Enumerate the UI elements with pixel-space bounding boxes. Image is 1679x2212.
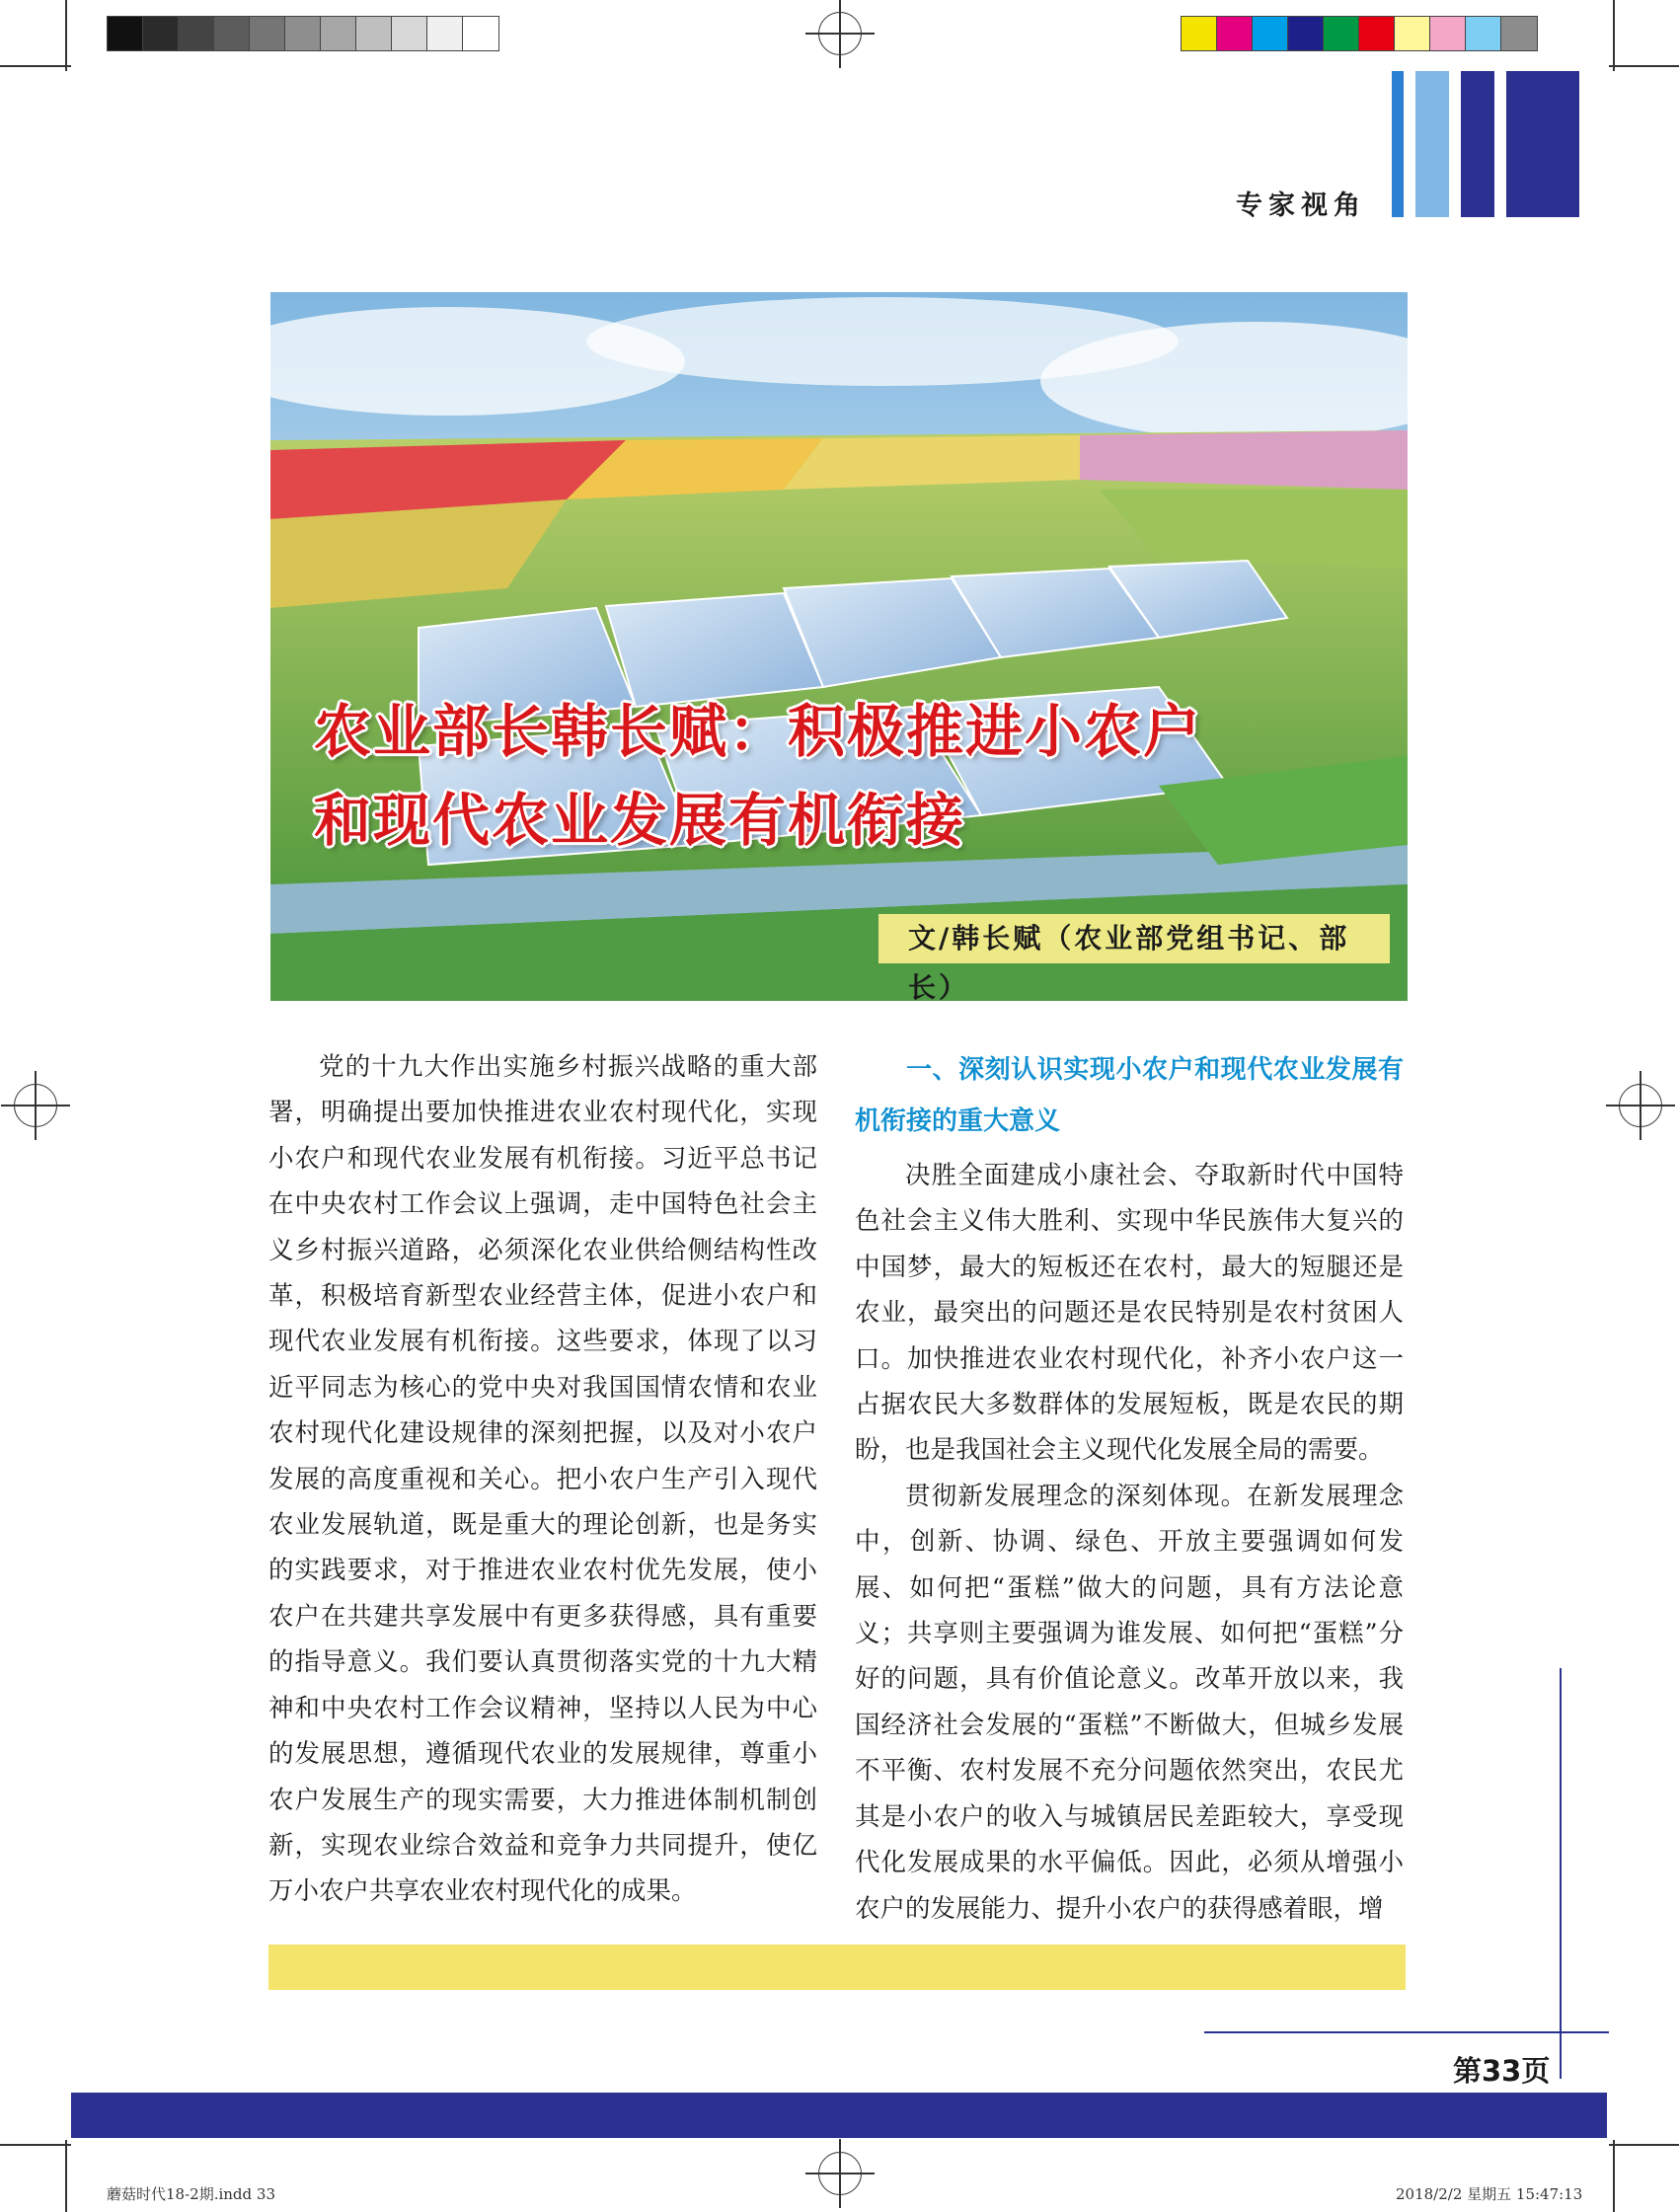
color-swatch <box>108 17 143 50</box>
section-label: 专家视角 <box>1236 191 1366 221</box>
body-paragraph: 贯彻新发展理念的深刻体现。在新发展理念中，创新、协调、绿色、开放主要强调如何发展、如何把“蛋糕”做大的问题，具有方法论意义；共享则主要强调为谁发展、如何把“蛋糕”分好的问题，具有价值论意义。改革开放以来，我国经济社会发展的“蛋糕”不断做大，但城乡发展不平衡、农村发展不充分问题依然突出，农民尤其是小农户的收入与城镇居民差距较大，享受现代化发展成果的水平偏低。因此，必须从增强小农户的发展能力、提升小农户的获得感着眼，增 <box>855 1481 1404 1924</box>
color-swatch <box>1359 17 1395 50</box>
color-swatch <box>1253 17 1288 50</box>
color-swatch <box>285 17 321 50</box>
color-swatch <box>427 17 463 50</box>
decorative-rule-vertical <box>1560 1668 1562 2079</box>
color-swatch <box>321 17 356 50</box>
color-swatch <box>1395 17 1430 50</box>
slug-timestamp: 2018/2/2 星期五 15:47:13 <box>1396 2185 1583 2203</box>
page-number: 第33页 <box>1453 2054 1551 2088</box>
crop-mark <box>0 65 71 67</box>
crop-mark <box>65 2140 67 2212</box>
color-swatch <box>356 17 392 50</box>
color-swatch <box>1288 17 1324 50</box>
hero-image <box>270 292 1408 1001</box>
registration-mark <box>14 1084 57 1127</box>
article-title-line-1: 农业部长韩长赋：积极推进小农户 <box>314 698 1203 765</box>
header-bar <box>1461 71 1494 217</box>
registration-mark <box>818 12 862 55</box>
footer-bar <box>71 2093 1607 2138</box>
header-bar <box>1506 71 1579 217</box>
crop-mark <box>1609 2144 1679 2146</box>
crop-mark <box>65 0 67 71</box>
color-swatch <box>463 17 498 50</box>
decorative-rule-horizontal <box>1204 2031 1609 2033</box>
color-swatch <box>1217 17 1253 50</box>
color-swatch <box>1466 17 1501 50</box>
registration-mark <box>818 2152 862 2195</box>
section-heading: 一、深刻认识实现小农户和现代农业发展有机衔接的重大意义 <box>855 1055 1404 1136</box>
crop-mark <box>1609 65 1679 67</box>
color-swatch <box>179 17 214 50</box>
color-swatch <box>214 17 250 50</box>
color-swatch-bar <box>1181 16 1538 51</box>
color-swatch <box>1324 17 1359 50</box>
color-swatch <box>1501 17 1537 50</box>
body-paragraph: 决胜全面建成小康社会、夺取新时代中国特色社会主义伟大胜利、实现中华民族伟大复兴的中国梦，最大的短板还在农村，最大的短腿还是农业，最突出的问题还是农民特别是农村贫困人口。加快推进农业农村现代化，补齐小农户这一占据农民大多数群体的发展短板，既是农民的期盼，也是我国社会主义现代化发展全局的需要。 <box>855 1161 1404 1466</box>
decorative-band <box>268 1945 1406 1990</box>
color-swatch <box>1430 17 1466 50</box>
author-byline: 文/韩长赋（农业部党组书记、部长） <box>878 914 1390 963</box>
slug-file-info: 蘑菇时代18-2期.indd 33 <box>107 2185 275 2203</box>
crop-mark <box>1613 2140 1615 2212</box>
color-swatch <box>143 17 179 50</box>
section-header-bars <box>1392 71 1591 217</box>
registration-mark <box>1619 1084 1662 1127</box>
body-paragraph: 党的十九大作出实施乡村振兴战略的重大部署，明确提出要加快推进农业农村现代化，实现小农户和现代农业发展有机衔接。习近平总书记在中央农村工作会议上强调，走中国特色社会主义乡村振兴道路，必须深化农业供给侧结构性改革，积极培育新型农业经营主体，促进小农户和现代农业发展有机衔接。这些要求，体现了以习近平同志为核心的党中央对我国国情农情和农业农村现代化建设规律的深刻把握，以及对小农户发展的高度重视和关心。把小农户生产引入现代农业发展轨道，既是重大的理论创新，也是务实的实践要求，对于推进农业农村优先发展，使小农户在共建共享发展中有更多获得感，具有重要的指导意义。我们要认真贯彻落实党的十九大精神和中央农村工作会议精神，坚持以人民为中心的发展思想，遵循现代农业的发展规律，尊重小农户发展生产的现实需要，大力推进体制机制创新，实现农业综合效益和竞争力共同提升，使亿万小农户共享农业农村现代化的成果。 <box>268 1052 817 1907</box>
article-column-right <box>855 1044 1404 1932</box>
header-bar <box>1392 71 1404 217</box>
grayscale-swatch-bar <box>107 16 499 51</box>
crop-mark <box>1613 0 1615 71</box>
article-title-line-2: 和现代农业发展有机衔接 <box>314 787 966 854</box>
crop-mark <box>0 2144 71 2146</box>
color-swatch <box>250 17 285 50</box>
color-swatch <box>392 17 427 50</box>
color-swatch <box>1182 17 1217 50</box>
header-bar <box>1415 71 1449 217</box>
article-column-left <box>268 1044 817 1915</box>
farmland-illustration <box>270 292 1408 1001</box>
